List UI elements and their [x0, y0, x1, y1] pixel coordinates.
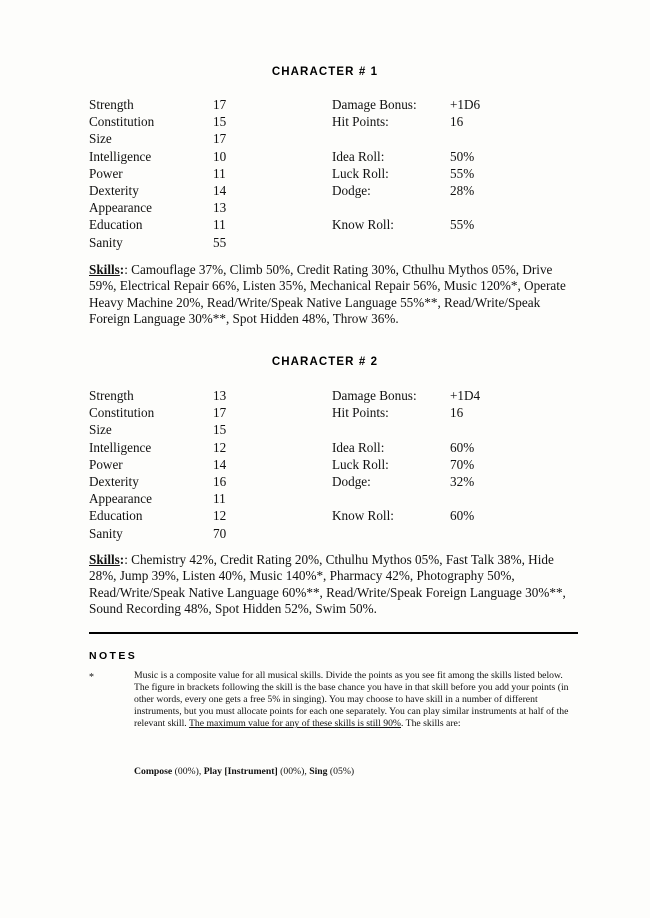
skill-play-name: Play [Instrument]	[203, 766, 278, 777]
stat-label: Power	[89, 456, 123, 472]
derived-stat-label: Idea Roll:	[332, 439, 385, 455]
derived-stat-label: Dodge:	[332, 182, 371, 198]
stat-row	[89, 387, 569, 404]
stat-value: 14	[213, 456, 227, 472]
stat-value: 70	[213, 525, 227, 541]
derived-stat-label: Dodge:	[332, 473, 371, 489]
stat-label: Size	[89, 131, 112, 147]
derived-stat-value: 16	[450, 114, 464, 130]
derived-stat-value: 55%	[450, 165, 475, 181]
derived-stat-value: 55%	[450, 217, 475, 233]
stat-label: Size	[89, 422, 112, 438]
stat-value: 11	[213, 165, 226, 181]
derived-stat-label: Idea Roll:	[332, 148, 385, 164]
derived-stat-label: Know Roll:	[332, 508, 394, 524]
character-1-stats	[89, 96, 569, 251]
stat-value: 17	[213, 131, 227, 147]
derived-stat-label: Hit Points:	[332, 114, 389, 130]
character-1-skills: Skills:: Camouflage 37%, Climb 50%, Credit Rating 30%, Cthulhu Mythos 05%, Drive 59%, Electrical Repair 66%, Listen 35%, Mechanical Repair 56%, Music 120%*, Operate Heavy Machine 20%, Read/Write/Speak Native Language 55%**, Read/Write/Speak Foreign Language 30%**, Spot Hidden 48%, Throw 36%.	[89, 262, 566, 327]
footnote-body	[134, 670, 578, 730]
stat-label: Sanity	[89, 525, 123, 541]
derived-stat-value: +1D6	[450, 97, 481, 112]
derived-stat-value: 50%	[450, 148, 475, 164]
derived-stat-label: Damage Bonus:	[332, 388, 417, 403]
stat-row	[89, 234, 569, 251]
stat-label: Constitution	[89, 405, 155, 421]
footnote-body-underlined: The maximum value for any of these skills is still 90%	[188, 718, 401, 730]
skill-sing-name: Sing	[309, 766, 328, 777]
stat-row	[89, 148, 569, 165]
stat-row	[89, 199, 569, 216]
character-2-stats	[89, 387, 569, 542]
stat-row	[89, 490, 569, 507]
character-1-skills-text: : Camouflage 37%, Climb 50%, Credit Rating 30%, Cthulhu Mythos 05%, Drive 59%, Electrical Repair 66%, Listen 35%, Mechanical Repair 56%, Music 120%*, Operate Heavy Machine 20%, Read/Write/Speak Native Language 55%**, Read/Write/Speak Foreign Language 30%**, Spot Hidden 48%, Throw 36%.	[89, 262, 566, 327]
stat-label: Strength	[89, 388, 134, 403]
footnote-marker-asterisk: *	[89, 672, 94, 683]
stat-label: Appearance	[89, 491, 152, 507]
stat-row	[89, 439, 569, 456]
stat-label: Sanity	[89, 234, 123, 250]
derived-stat-value: 16	[450, 405, 464, 421]
stat-row	[89, 525, 569, 542]
stat-label: Power	[89, 165, 123, 181]
stat-label: Education	[89, 217, 143, 233]
skill-sing-percent: (05%)	[327, 766, 355, 777]
stat-label: Dexterity	[89, 182, 139, 198]
stat-value: 17	[213, 97, 227, 112]
music-skill-list	[134, 766, 578, 778]
notes-heading: NOTES	[89, 650, 138, 662]
stat-label: Intelligence	[89, 148, 152, 164]
derived-stat-label: Hit Points:	[332, 405, 389, 421]
stat-value: 10	[213, 148, 227, 164]
footnote-body-part1: Music is a composite value for all musical skills. Divide the points as you see fit among the skills listed below. The figure in brackets following the skill is the base chance you have in that skill before you add your points (in other words, every one gets a free 5% in singing). You may choose to have skill in a number of different instruments, but you must allocate points for each one separately. You can play similar instruments at half of the relevant skill.	[134, 670, 569, 730]
character-2-skills-text: : Chemistry 42%, Credit Rating 20%, Cthulhu Mythos 05%, Fast Talk 38%, Hide 28%, Jump 39%, Listen 40%, Music 140%*, Pharmacy 42%, Photography 50%, Read/Write/Speak Native Language 60%**, Read/Write/Speak Foreign Language 30%**, Sound Recording 48%, Spot Hidden 52%, Swim 50%.	[89, 552, 566, 617]
stat-value: 12	[213, 508, 227, 524]
skill-play-percent: (00%),	[277, 766, 310, 777]
stat-row	[89, 182, 569, 199]
stat-row	[89, 404, 569, 421]
stat-label: Intelligence	[89, 439, 152, 455]
stat-value: 17	[213, 405, 227, 421]
derived-stat-label: Damage Bonus:	[332, 97, 417, 112]
stat-row	[89, 130, 569, 147]
stat-label: Education	[89, 508, 143, 524]
stat-value: 55	[213, 234, 227, 250]
derived-stat-label: Luck Roll:	[332, 165, 389, 181]
stat-value: 13	[213, 388, 227, 403]
stat-value: 11	[213, 217, 226, 233]
section-divider	[89, 632, 578, 634]
derived-stat-value: +1D4	[450, 388, 481, 403]
stat-row	[89, 165, 569, 182]
skill-compose-percent: (00%),	[172, 766, 204, 777]
footnote-body-part2: . The skills are:	[401, 718, 461, 730]
stat-label: Constitution	[89, 114, 155, 130]
stat-value: 16	[213, 473, 227, 489]
stat-label: Strength	[89, 97, 134, 112]
stat-value: 12	[213, 439, 227, 455]
stat-value: 15	[213, 114, 227, 130]
stat-row	[89, 456, 569, 473]
stat-row	[89, 96, 569, 113]
stat-label: Dexterity	[89, 473, 139, 489]
derived-stat-label: Luck Roll:	[332, 456, 389, 472]
character-1-heading: CHARACTER # 1	[271, 66, 379, 78]
character-2-skills-label: Skills	[89, 552, 120, 567]
skill-compose-name: Compose	[134, 766, 173, 777]
stat-row	[89, 216, 569, 233]
stat-row	[89, 113, 569, 130]
stat-value: 11	[213, 491, 226, 507]
derived-stat-value: 60%	[450, 439, 475, 455]
derived-stat-value: 70%	[450, 456, 475, 472]
stat-row	[89, 507, 569, 524]
stat-row	[89, 421, 569, 438]
derived-stat-value: 60%	[450, 508, 475, 524]
character-2-skills: Skills:: Chemistry 42%, Credit Rating 20%, Cthulhu Mythos 05%, Fast Talk 38%, Hide 28%, Jump 39%, Listen 40%, Music 140%*, Pharmacy 42%, Photography 50%, Read/Write/Speak Native Language 60%**, Read/Write/Speak Foreign Language 30%**, Sound Recording 48%, Spot Hidden 52%, Swim 50%.	[89, 552, 566, 617]
stat-row	[89, 473, 569, 490]
stat-value: 13	[213, 200, 227, 216]
stat-value: 14	[213, 182, 227, 198]
derived-stat-label: Know Roll:	[332, 217, 394, 233]
stat-label: Appearance	[89, 200, 152, 216]
stat-value: 15	[213, 422, 227, 438]
derived-stat-value: 28%	[450, 182, 475, 198]
character-2-heading: CHARACTER # 2	[271, 356, 379, 368]
derived-stat-value: 32%	[450, 473, 475, 489]
character-1-skills-label: Skills	[89, 262, 120, 277]
